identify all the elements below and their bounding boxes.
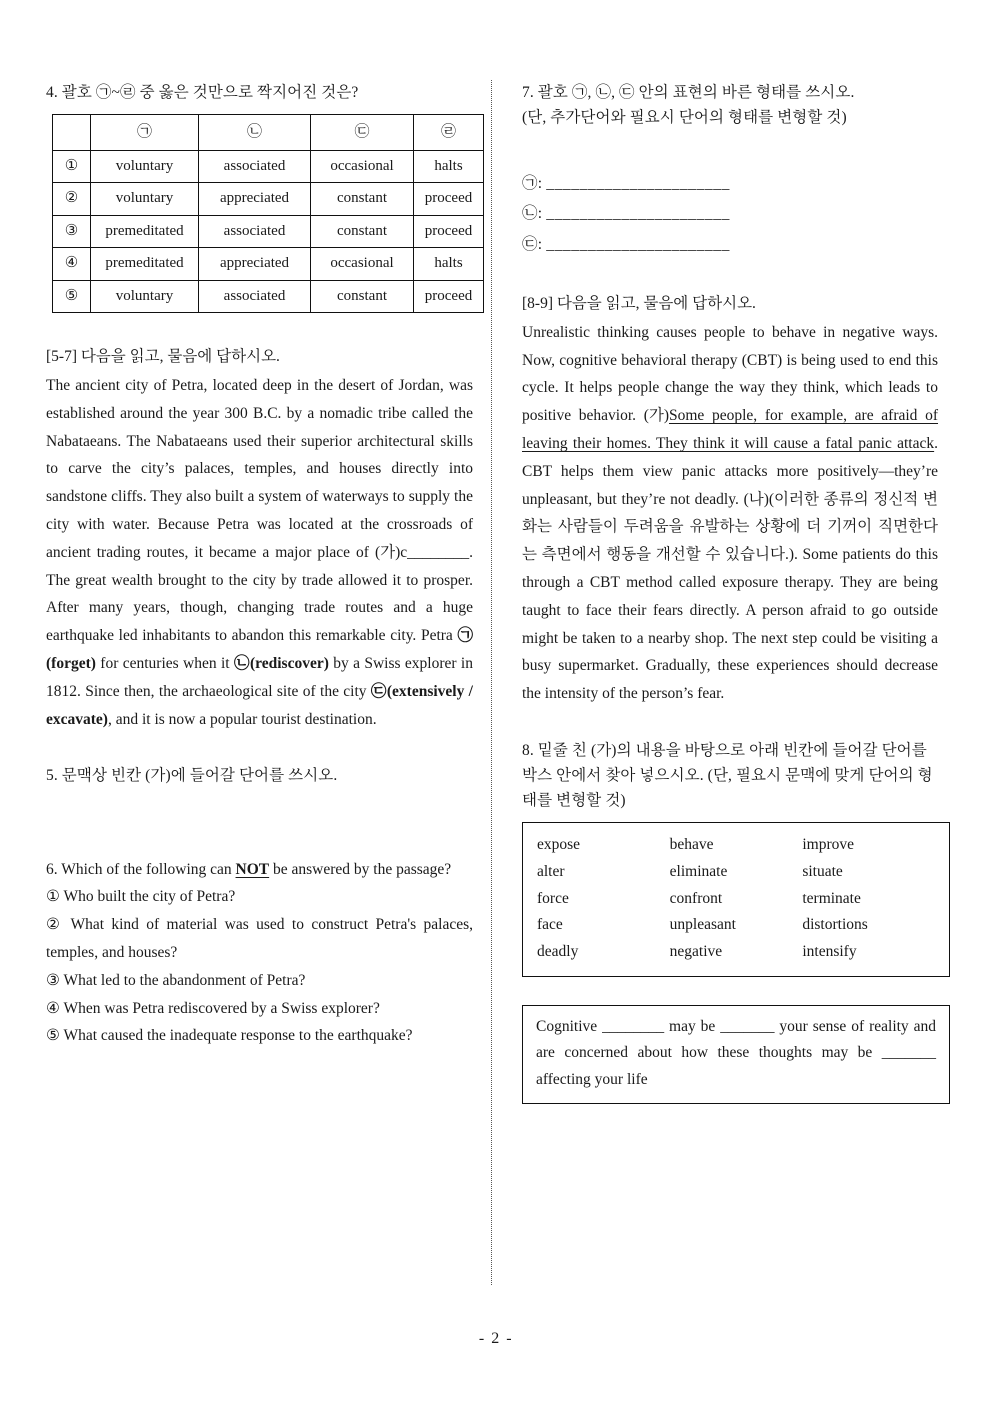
table-header-cell-blank xyxy=(53,115,91,151)
answer-space-q5[interactable] xyxy=(46,798,473,856)
table-cell: proceed xyxy=(414,280,484,313)
table-cell: premeditated xyxy=(91,215,199,248)
table-cell: ⑤ xyxy=(53,280,91,313)
table-row[interactable] xyxy=(53,215,484,248)
word-box-item[interactable]: distortions xyxy=(802,916,868,934)
passage-underlined-ga: Some people, for example, are afraid of leaving their homes. They think it will cause a fatal panic attack xyxy=(522,407,939,452)
spacer xyxy=(522,708,938,738)
blank-line-a[interactable]: ______________________ xyxy=(546,175,730,193)
table-header-cell-b: ㉡ xyxy=(199,115,311,151)
table-cell: voluntary xyxy=(91,183,199,216)
passage-segment: , and it is now a popular tourist destination. xyxy=(107,710,377,728)
spacer xyxy=(46,733,473,763)
table-cell: appreciated xyxy=(199,248,311,281)
table-cell: proceed xyxy=(414,215,484,248)
table-cell: premeditated xyxy=(91,248,199,281)
table-cell: voluntary xyxy=(91,280,199,313)
table-cell: occasional xyxy=(311,248,414,281)
spacer xyxy=(46,313,473,343)
sentence-blank-1[interactable]: ________ xyxy=(602,1017,665,1035)
question-7-heading-line2: (단, 추가단어와 필요시 단어의 형태를 변형할 것) xyxy=(522,109,847,127)
table-cell: ② xyxy=(53,183,91,216)
word-box-item[interactable]: force xyxy=(537,889,569,907)
word-box-row xyxy=(537,939,935,966)
passage-segment: The ancient city of Petra, located deep in the desert of Jordan, was established around the year 300 B.C. by a nomadic tribe called the Nabataeans. The Nabataeans used their superior architectural skills to carve the city’s palaces, temples, and houses directly into sandstone cliffs. They also built a system of waterways to supply the city with water. Because Petra was located at the crossroads of ancient trading routes, it became a major place of (가)c xyxy=(46,376,473,561)
passage-segment: by a Swiss explorer in 1812. Since then, the archaeological site of the city xyxy=(46,655,473,700)
question-8-word-box xyxy=(522,822,950,976)
passage-segment: . The great wealth brought to the city by trade allowed it to prosper. After many years, though, changing trade routes and a huge earthquake led inhabitants to abandon this remarkable city. Petra xyxy=(46,543,473,645)
question-7-blank-a[interactable] xyxy=(522,169,938,199)
word-box-item[interactable]: improve xyxy=(802,836,854,854)
question-6-stem xyxy=(46,856,473,884)
passage-segment: Unrealistic thinking causes people to behave in negative ways. Now, cognitive behavioral therapy (CBT) is being used to end this cycle. It helps people change the way they think, which leads to positive behavior. (가) xyxy=(522,323,938,425)
table-cell: constant xyxy=(311,183,414,216)
sentence-blank-2[interactable]: _______ xyxy=(720,1017,775,1035)
question-6-option-2[interactable]: ② What kind of material was used to construct Petra's palaces, temples, and houses? xyxy=(46,916,473,962)
table-row[interactable] xyxy=(53,280,484,313)
table-header-row xyxy=(53,115,484,151)
right-column xyxy=(501,80,938,1104)
question-6-option-3[interactable]: ③ What led to the abandonment of Petra? xyxy=(46,971,306,989)
word-box-item[interactable]: unpleasant xyxy=(669,916,736,934)
table-cell: ③ xyxy=(53,215,91,248)
table-row[interactable] xyxy=(53,248,484,281)
word-box-item[interactable]: face xyxy=(537,916,563,934)
word-box-item[interactable]: expose xyxy=(537,836,581,854)
question-4-choices-table xyxy=(52,114,484,313)
sentence-segment: your sense of reality and are concerned about how these thoughts may be xyxy=(536,1017,936,1062)
table-cell: associated xyxy=(199,280,311,313)
question-4-heading: 4. 괄호 ㉠~㉣ 중 옳은 것만으로 짝지어진 것은? xyxy=(46,84,359,101)
question-8-heading: 8. 밑줄 친 (가)의 내용을 바탕으로 아래 빈칸에 들어갈 단어를 박스 안에서 찾아 넣으시오. (단, 필요시 문맥에 맞게 단어의 형태를 변형할 것) xyxy=(522,742,933,810)
sentence-segment: may be xyxy=(664,1017,721,1035)
passage-segment: . CBT helps them view panic attacks more positively—they’re unpleasant, but they’re not deadly. (나)(이러한 종류의 정신적 변화는 사람들이 두려움을 유발하는 상황에 더 기꺼이 직면한다는 측면에서 행동을 개선할 수 있습니다.). Some patients do this through a CBT method called exposure therapy. They are being taught to face their fears directly. A person afraid to go outside might be taken to a nearby shop. The next step could be visiting a busy supermarket. Gradually, these experiences should decrease the intensity of the person’s fear. xyxy=(522,434,938,703)
word-box-item[interactable]: behave xyxy=(669,836,714,854)
question-7-blank-b[interactable] xyxy=(522,199,938,229)
spacer xyxy=(522,260,938,290)
table-cell: associated xyxy=(199,215,311,248)
word-box-item[interactable]: terminate xyxy=(802,889,861,907)
table-cell: voluntary xyxy=(91,150,199,183)
page-number-footer: - 2 - xyxy=(478,1330,514,1347)
word-box-item[interactable]: eliminate xyxy=(669,863,728,881)
table-cell: associated xyxy=(199,150,311,183)
question-6-stem-after: be answered by the passage? xyxy=(269,860,452,878)
blank-line-b[interactable]: ______________________ xyxy=(546,205,730,223)
word-box-item[interactable]: situate xyxy=(802,863,843,881)
question-6-option-5[interactable]: ⑤ What caused the inadequate response to the earthquake? xyxy=(46,1027,413,1045)
word-box-row xyxy=(537,886,935,913)
question-8-sentence-box xyxy=(522,1005,950,1104)
spacer xyxy=(522,139,938,169)
question-5-heading: 5. 문맥상 빈칸 (가)에 들어갈 단어를 쓰시오. xyxy=(46,767,338,785)
bracket-expression-c: ㉢(extensively / excavate) xyxy=(46,682,473,728)
blank-label-b: ㉡: xyxy=(522,205,543,223)
sentence-segment: affecting your life xyxy=(536,1070,648,1088)
column-divider xyxy=(491,80,492,1285)
sentence-blank-3[interactable]: _______ xyxy=(881,1044,936,1062)
passage-8-9-direction: [8-9] 다음을 읽고, 물음에 답하시오. xyxy=(522,294,756,312)
table-header-cell-c: ㉢ xyxy=(311,115,414,151)
passage-5-7-direction: [5-7] 다음을 읽고, 물음에 답하시오. xyxy=(46,348,280,366)
table-cell: ④ xyxy=(53,248,91,281)
question-7-heading-line1: 7. 괄호 ㉠, ㉡, ㉢ 안의 표현의 바른 형태를 쓰시오. xyxy=(522,84,855,101)
table-cell: constant xyxy=(311,215,414,248)
word-box-item[interactable]: deadly xyxy=(537,943,579,961)
table-header-cell-d: ㉣ xyxy=(414,115,484,151)
bracket-expression-b: ㉡(rediscover) xyxy=(233,655,329,673)
passage-blank-ga[interactable]: ________ xyxy=(407,543,470,561)
blank-label-a: ㉠: xyxy=(522,175,543,193)
word-box-item[interactable]: alter xyxy=(537,863,565,881)
passage-8-9-body xyxy=(522,319,938,708)
blank-line-c[interactable]: ______________________ xyxy=(546,235,730,253)
left-column xyxy=(46,80,483,1050)
question-6-option-1[interactable]: ① Who built the city of Petra? xyxy=(46,888,236,906)
question-6-option-4[interactable]: ④ When was Petra rediscovered by a Swiss explorer? xyxy=(46,999,380,1017)
question-6-stem-before: 6. Which of the following can xyxy=(46,860,236,878)
word-box-item[interactable]: negative xyxy=(669,943,723,961)
two-column-layout xyxy=(46,80,946,1285)
table-cell: proceed xyxy=(414,183,484,216)
table-header-cell-a: ㉠ xyxy=(91,115,199,151)
word-box-item[interactable]: confront xyxy=(669,889,723,907)
table-row[interactable] xyxy=(53,150,484,183)
bracket-expression-a: ㉠(forget) xyxy=(46,627,473,673)
passage-5-7-body xyxy=(46,372,473,734)
table-row[interactable] xyxy=(53,183,484,216)
table-cell: appreciated xyxy=(199,183,311,216)
table-cell: occasional xyxy=(311,150,414,183)
table-cell: constant xyxy=(311,280,414,313)
word-box-row xyxy=(537,912,935,939)
word-box-row xyxy=(537,832,935,859)
word-box-row xyxy=(537,859,935,886)
table-cell: halts xyxy=(414,150,484,183)
word-box-item[interactable]: intensify xyxy=(802,943,857,961)
question-6-not-emphasis: NOT xyxy=(235,860,270,878)
blank-label-c: ㉢: xyxy=(522,235,543,253)
question-7-blank-c[interactable] xyxy=(522,230,938,260)
sentence-segment: Cognitive xyxy=(536,1017,603,1035)
table-cell: ① xyxy=(53,150,91,183)
passage-segment: for centuries when it xyxy=(95,655,234,673)
table-cell: halts xyxy=(414,248,484,281)
